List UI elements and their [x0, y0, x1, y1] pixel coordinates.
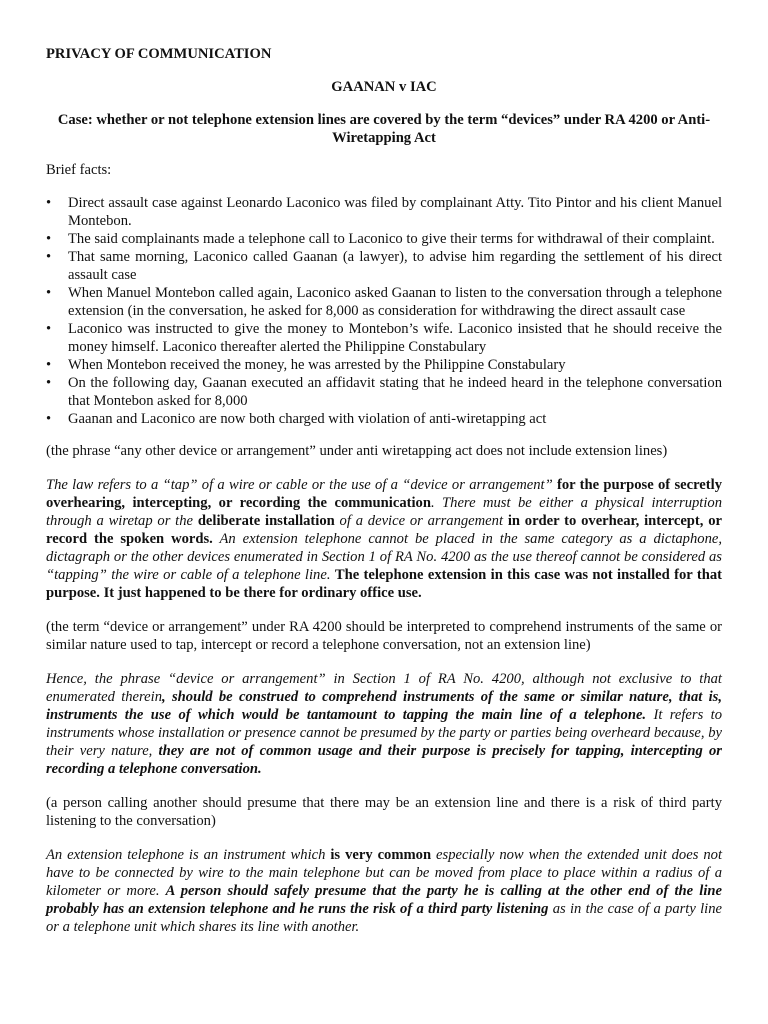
bullet-icon: • [46, 195, 52, 211]
quote-emphasis: for the purpose of secretly overhearing, intercepting, or recording the communication [46, 477, 722, 511]
bullet-icon: • [46, 411, 52, 427]
list-item [46, 284, 722, 320]
bullet-icon: • [46, 249, 52, 265]
list-item [46, 320, 722, 356]
fact-text: Laconico was instructed to give the money to Montebon’s wife. Laconico insisted that he should receive the money himself. Laconico thereafter alerted the Philippine Constabulary [68, 321, 722, 355]
brief-facts-label: Brief facts: [46, 162, 112, 178]
note-person-calling: (a person calling another should presume that there may be an extension line and there is a risk of third party listening to the conversation) [46, 795, 722, 829]
quote-law-refers [46, 476, 722, 602]
quote-extension-telephone [46, 846, 722, 936]
case-question: Case: whether or not telephone extension lines are covered by the term “devices” under RA 4200 or Anti-Wiretapping Act [57, 112, 711, 146]
quote-text: Hence, the phrase “device or arrangement” in Section 1 of RA No. 4200, although not exclusive to that enumerated therein [46, 671, 722, 705]
quote-emphasis: deliberate installation [197, 513, 335, 529]
quote-text: as in the case of a party line or a telephone unit which shares its line with another. [46, 901, 722, 935]
bullet-icon: • [46, 231, 52, 247]
note-device-arrangement: (the term “device or arrangement” under RA 4200 should be interpreted to comprehend instruments of the same or similar nature used to tap, intercept or record a telephone conversation, not an extension line) [46, 619, 722, 653]
fact-text: The said complainants made a telephone call to Laconico to give their terms for withdrawal of their complaint. [68, 231, 715, 247]
list-item [46, 230, 722, 248]
bullet-icon: • [46, 375, 52, 391]
fact-text: When Montebon received the money, he was arrested by the Philippine Constabulary [68, 357, 566, 373]
fact-text: Direct assault case against Leonardo Laconico was filed by complainant Atty. Tito Pintor and his client Manuel Montebon. [68, 195, 722, 229]
quote-emphasis: A person should safely presume that the party he is calling at the other end of the line probably has an extension telephone and he runs the risk of a third party listening [46, 883, 722, 917]
quote-text: The law refers to a “tap” of a wire or cable or the use of a “device or arrangement” [46, 477, 558, 493]
fact-text: When Manuel Montebon called again, Laconico asked Gaanan to listen to the conversation through a telephone extension (in the conversation, he asked for 8,000 as consideration for withdrawing the direct assault case [68, 285, 722, 319]
section-title: PRIVACY OF COMMUNICATION [46, 46, 272, 62]
list-item [46, 248, 722, 284]
quote-text: An extension telephone cannot be placed in the same category as a dictaphone, dictagraph or the other devices enumerated in Section 1 of RA No. 4200 as the use thereof cannot be considered as “tapping” the wire or cable of a telephone line. [46, 531, 722, 583]
quote-text: of a device or arrangement [334, 513, 508, 529]
quote-text: An extension telephone is an instrument which [46, 847, 331, 863]
case-title: GAANAN v IAC [331, 79, 437, 95]
quote-emphasis: in order to overhear, intercept, or record the spoken words. [46, 513, 722, 547]
quote-emphasis: they are not of common usage and their purpose is precisely for tapping, intercepting or recording a telephone conversation. [46, 743, 722, 777]
list-item [46, 356, 722, 374]
facts-list [46, 194, 722, 428]
bullet-icon: • [46, 357, 52, 373]
quote-emphasis: , should be construed to comprehend instruments of the same or similar nature, that is, instruments the use of which would be tantamount to tapping the main line of a telephone. [46, 689, 723, 723]
list-item [46, 194, 722, 230]
quote-text: especially now when the extended unit does not have to be connected by wire to the main telephone but can be moved from place to place within a radius of a kilometer or more. [46, 847, 722, 899]
quote-hence [46, 670, 722, 778]
quote-text: . There must be either a physical interruption through a wiretap or the [46, 495, 722, 529]
quote-emphasis: is very common [330, 847, 432, 863]
quote-emphasis: The telephone extension in this case was not installed for that purpose. It just happened to be there for ordinary office use. [46, 567, 722, 601]
quote-text: It refers to instruments whose installation or presence cannot be presumed by the party or parties being overheard because, by their very nature, [46, 707, 723, 759]
fact-text: On the following day, Gaanan executed an affidavit stating that he indeed heard in the telephone conversation that Montebon asked for 8,000 [68, 375, 722, 409]
bullet-icon: • [46, 321, 52, 337]
note-extension-lines: (the phrase “any other device or arrangement” under anti wiretapping act does not include extension lines) [46, 443, 668, 459]
list-item [46, 374, 722, 410]
bullet-icon: • [46, 285, 52, 301]
fact-text: Gaanan and Laconico are now both charged with violation of anti-wiretapping act [68, 411, 547, 427]
list-item [46, 410, 722, 428]
fact-text: That same morning, Laconico called Gaanan (a lawyer), to advise him regarding the settlement of his direct assault case [68, 249, 722, 283]
